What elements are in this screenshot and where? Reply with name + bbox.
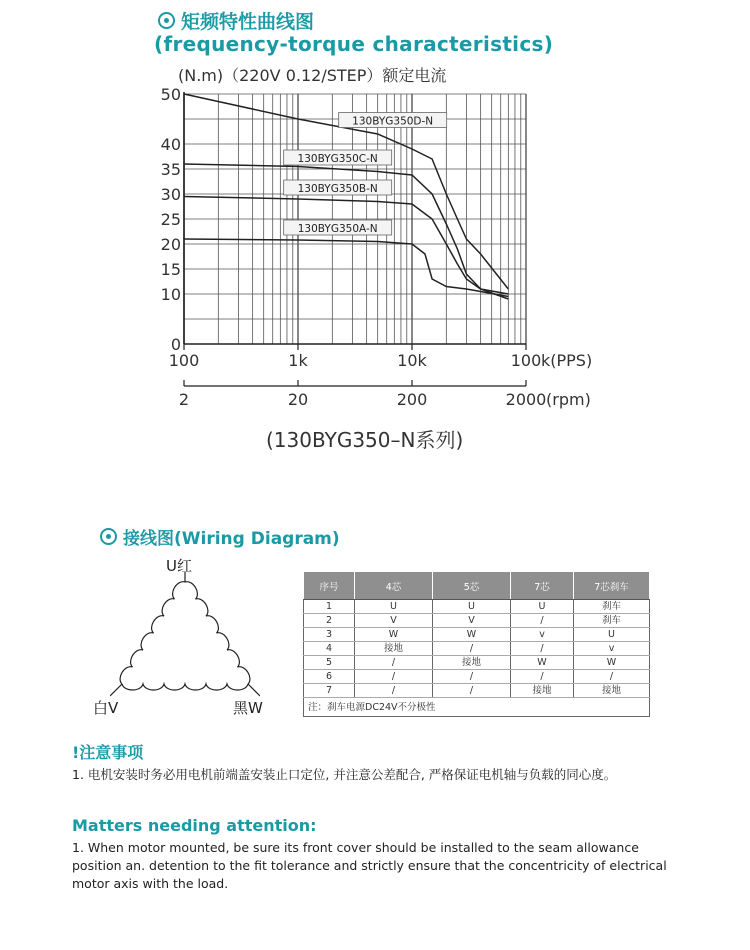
table-row — [304, 656, 650, 670]
terminal-lead — [110, 684, 122, 696]
table-cell: / — [511, 614, 574, 628]
rpm-tick-label: 20 — [287, 390, 309, 409]
series-caption: (130BYG350–N系列) — [266, 428, 464, 452]
torque-title-cn: 矩频特性曲线图 — [181, 11, 315, 33]
notice-text-cn: 1. 电机安装时务必用电机前端盖安装止口定位, 并注意公差配合, 严格保证电机轴与负载的同心度。 — [72, 767, 617, 782]
table-cell: / — [355, 670, 433, 684]
legend-label: 130BYG350B-N — [297, 183, 378, 195]
table-row — [304, 670, 650, 684]
table-row — [304, 614, 650, 628]
legend-item — [284, 220, 392, 235]
table-cell: U — [574, 628, 650, 642]
table-cell: / — [355, 656, 433, 670]
table-cell: 刹车 — [574, 614, 650, 628]
wiring-title-en: (Wiring Diagram) — [174, 529, 340, 549]
y-tick-label: 50 — [160, 85, 181, 104]
table-cell: W — [511, 656, 574, 670]
table-cell: U — [433, 600, 511, 614]
chart-grid — [184, 94, 526, 344]
table-cell: V — [433, 614, 511, 628]
table-cell: 2 — [304, 614, 355, 628]
header-cell: 4芯 — [355, 572, 433, 600]
table-cell: / — [511, 670, 574, 684]
target-circle-icon — [158, 12, 175, 29]
y-tick-label: 30 — [160, 185, 181, 204]
x-tick-label: 100 — [510, 351, 542, 370]
legend-label: 130BYG350D-N — [352, 115, 434, 128]
rpm-axis-label: (rpm) — [546, 390, 591, 409]
table-cell: v — [574, 642, 650, 656]
x-tick-label: 100 — [168, 351, 200, 370]
coil-winding — [185, 582, 250, 684]
series-line — [184, 197, 508, 295]
terminal-lead — [248, 684, 260, 696]
wiring-table-container — [303, 571, 650, 717]
wiring-table-header — [304, 572, 650, 600]
torque-title-en: (frequency-torque characteristics) — [154, 32, 554, 56]
y-tick-label: 0 — [170, 335, 181, 354]
header-cell: 7芯刹车 — [574, 572, 650, 600]
x-axis-label: k(PPS) — [541, 351, 593, 370]
rpm-tick-label: 2000 — [505, 390, 547, 409]
table-row — [304, 600, 650, 614]
table-cell: 6 — [304, 670, 355, 684]
y-tick-label: 15 — [160, 260, 181, 279]
notice-title-cn: !注意事项 — [72, 743, 144, 762]
wiring-table — [303, 571, 650, 717]
table-cell: V — [355, 614, 433, 628]
table-row — [304, 642, 650, 656]
table-cell: 接地 — [355, 642, 433, 656]
rpm-tick-label: 200 — [396, 390, 428, 409]
node-v-label: 白V — [93, 699, 119, 717]
table-cell: 3 — [304, 628, 355, 642]
wiring-table-note-row — [304, 698, 650, 717]
table-cell: W — [355, 628, 433, 642]
x-tick-label: 1k — [288, 351, 308, 370]
torque-chart — [150, 60, 620, 412]
node-w-label: 黑W — [233, 699, 263, 717]
table-cell: / — [433, 684, 511, 698]
node-u-label: U红 — [166, 557, 192, 575]
chart-legend — [284, 113, 447, 236]
torque-section-title — [158, 7, 314, 34]
header-cell: 7芯 — [511, 572, 574, 600]
legend-item — [284, 180, 392, 195]
notice-title-en: Matters needing attention: — [72, 816, 317, 835]
target-circle-icon — [100, 528, 117, 545]
table-cell: v — [511, 628, 574, 642]
legend-label: 130BYG350C-N — [297, 153, 378, 165]
wiring-section-title — [100, 524, 340, 549]
table-cell: U — [511, 600, 574, 614]
table-cell: 1 — [304, 600, 355, 614]
legend-label: 130BYG350A-N — [297, 223, 378, 235]
table-cell: 接地 — [511, 684, 574, 698]
legend-item — [284, 150, 392, 165]
wiring-note: 注：刹车电源DC24V不分极性 — [304, 698, 650, 717]
table-cell: / — [511, 642, 574, 656]
table-cell: / — [574, 670, 650, 684]
rpm-tick-label: 2 — [178, 390, 190, 409]
y-tick-label: 40 — [160, 135, 181, 154]
table-cell: 7 — [304, 684, 355, 698]
table-row — [304, 684, 650, 698]
table-cell: U — [355, 600, 433, 614]
table-cell: 5 — [304, 656, 355, 670]
table-cell: 4 — [304, 642, 355, 656]
table-cell: 接地 — [574, 684, 650, 698]
table-row — [304, 628, 650, 642]
table-cell: W — [574, 656, 650, 670]
y-axis-label: (N.m)（220V 0.12/STEP）额定电流 — [178, 66, 447, 85]
table-cell: / — [355, 684, 433, 698]
header-cell: 5芯 — [433, 572, 511, 600]
coil-winding — [122, 684, 248, 690]
wiring-title-cn: 接线图 — [123, 529, 174, 549]
y-tick-label: 35 — [160, 160, 181, 179]
coil-winding — [120, 582, 185, 684]
y-tick-label: 25 — [160, 210, 181, 229]
table-cell: / — [433, 642, 511, 656]
table-cell: W — [433, 628, 511, 642]
table-cell: 刹车 — [574, 600, 650, 614]
x-tick-label: 10k — [397, 351, 427, 370]
y-tick-label: 20 — [160, 235, 181, 254]
table-cell: 接地 — [433, 656, 511, 670]
y-tick-label: 10 — [160, 285, 181, 304]
table-cell: / — [433, 670, 511, 684]
wiring-delta-diagram — [110, 572, 260, 702]
notice-text-en: 1. When motor mounted, be sure its front cover should be installed to the seam allowance position an. detention to the fit tolerance and strictly ensure that the concentricity of electrical motor axis with the load. — [72, 840, 667, 891]
header-cell: 序号 — [304, 572, 355, 600]
legend-item — [339, 113, 447, 128]
